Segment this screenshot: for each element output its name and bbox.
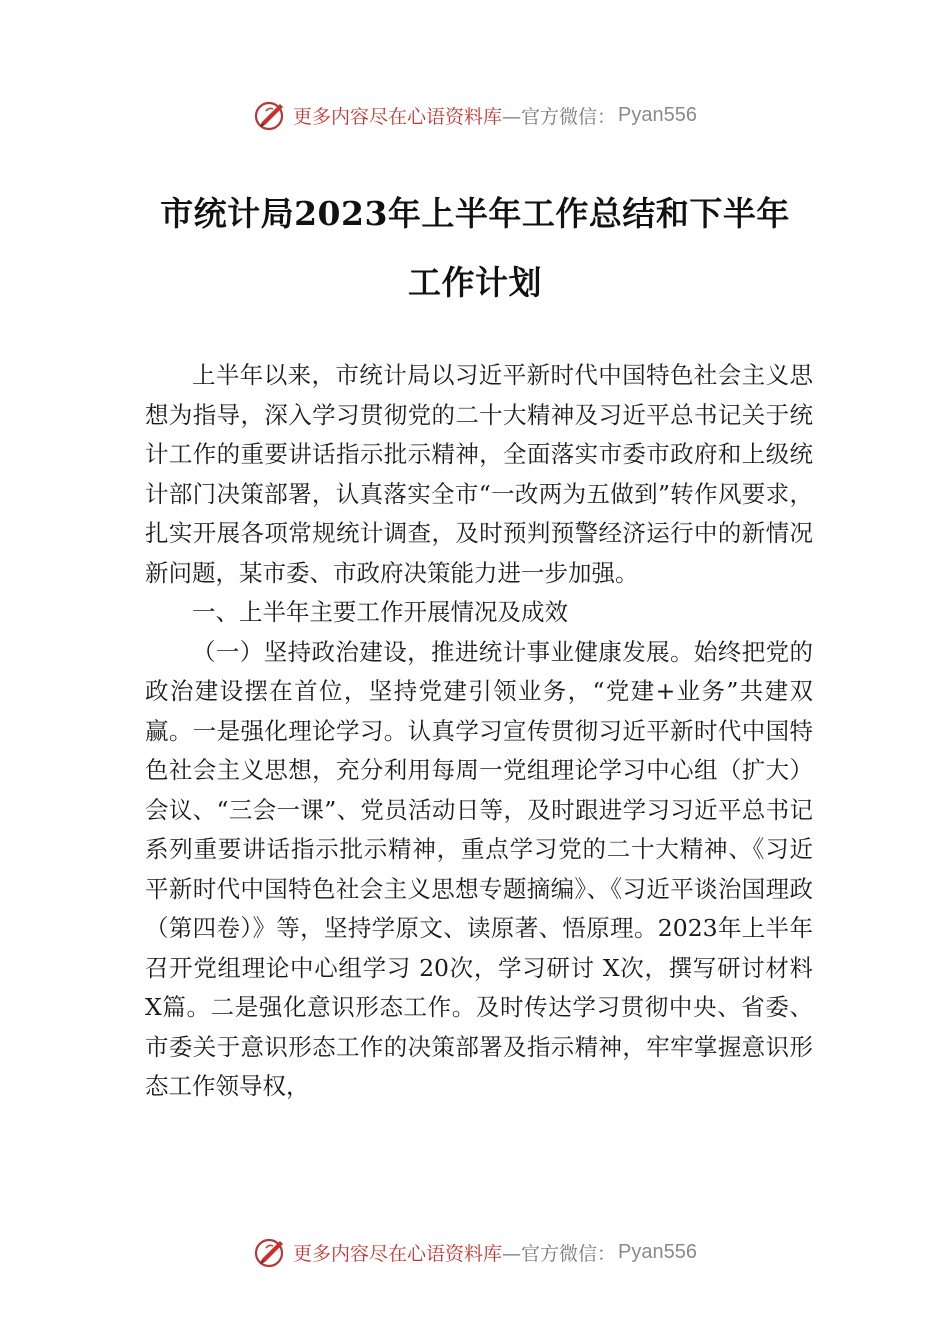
document-title-line-2: 工作计划 xyxy=(408,263,542,302)
intro-paragraph: 上半年以来，市统计局以习近平新时代中国特色社会主义思想为指导，深入学习贯彻党的二十大精神及习近平总书记关于统计工作的重要讲话指示批示精神，全面落实市委市政府和上级统计部门决策部署，认真落实全市“一改两为五做到”转作风要求，扎实开展各项常规统计调查，及时预判预警经济运行中的新情况新问题，某市委、市政府决策能力进一步加强。 xyxy=(145,361,813,587)
watermark-wechat-id: Pyan556 xyxy=(618,103,697,126)
pen-logo-icon xyxy=(253,97,289,133)
watermark-wechat-label: —官方微信： xyxy=(502,105,617,128)
document-title-line-1: 市统计局2023年上半年工作总结和下半年 xyxy=(160,194,790,233)
subsection-paragraph: （一）坚持政治建设，推进统计事业健康发展。始终把党的政治建设摆在首位，坚持党建引领业务，“党建+业务”共建双赢。一是强化理论学习。认真学习宣传贯彻习近平新时代中国特色社会主义思想，充分利用每周一党组理论学习中心组（扩大）会议、“三会一课”、党员活动日等，及时跟进学习习近平总书记系列重要讲话指示批示精神，重点学习党的二十大精神、《习近平新时代中国特色社会主义思想专题摘编》、《习近平谈治国理政（第四卷）》等，坚持学原文、读原著、悟原理。2023年上半年召开党组理论中心组学习 20次，学习研讨 X次，撰写研讨材料 X篇。二是强化意识形态工作。及时传达学习贯彻中央、省委、市委关于意识形态工作的决策部署及指示精神，牢牢掌握意识形态工作领导权， xyxy=(145,637,813,1100)
watermark-brand-text: 更多内容尽在心语资料库 xyxy=(293,1242,503,1265)
watermark-wechat-id: Pyan556 xyxy=(618,1240,697,1263)
pen-logo-icon xyxy=(253,1234,289,1270)
section-heading: 一、上半年主要工作开展情况及成效 xyxy=(192,598,568,626)
watermark-brand-text: 更多内容尽在心语资料库 xyxy=(293,105,503,128)
header-watermark xyxy=(0,95,950,135)
footer-watermark xyxy=(0,1232,950,1272)
document-body xyxy=(145,356,813,1107)
watermark-wechat-label: —官方微信： xyxy=(502,1242,617,1265)
